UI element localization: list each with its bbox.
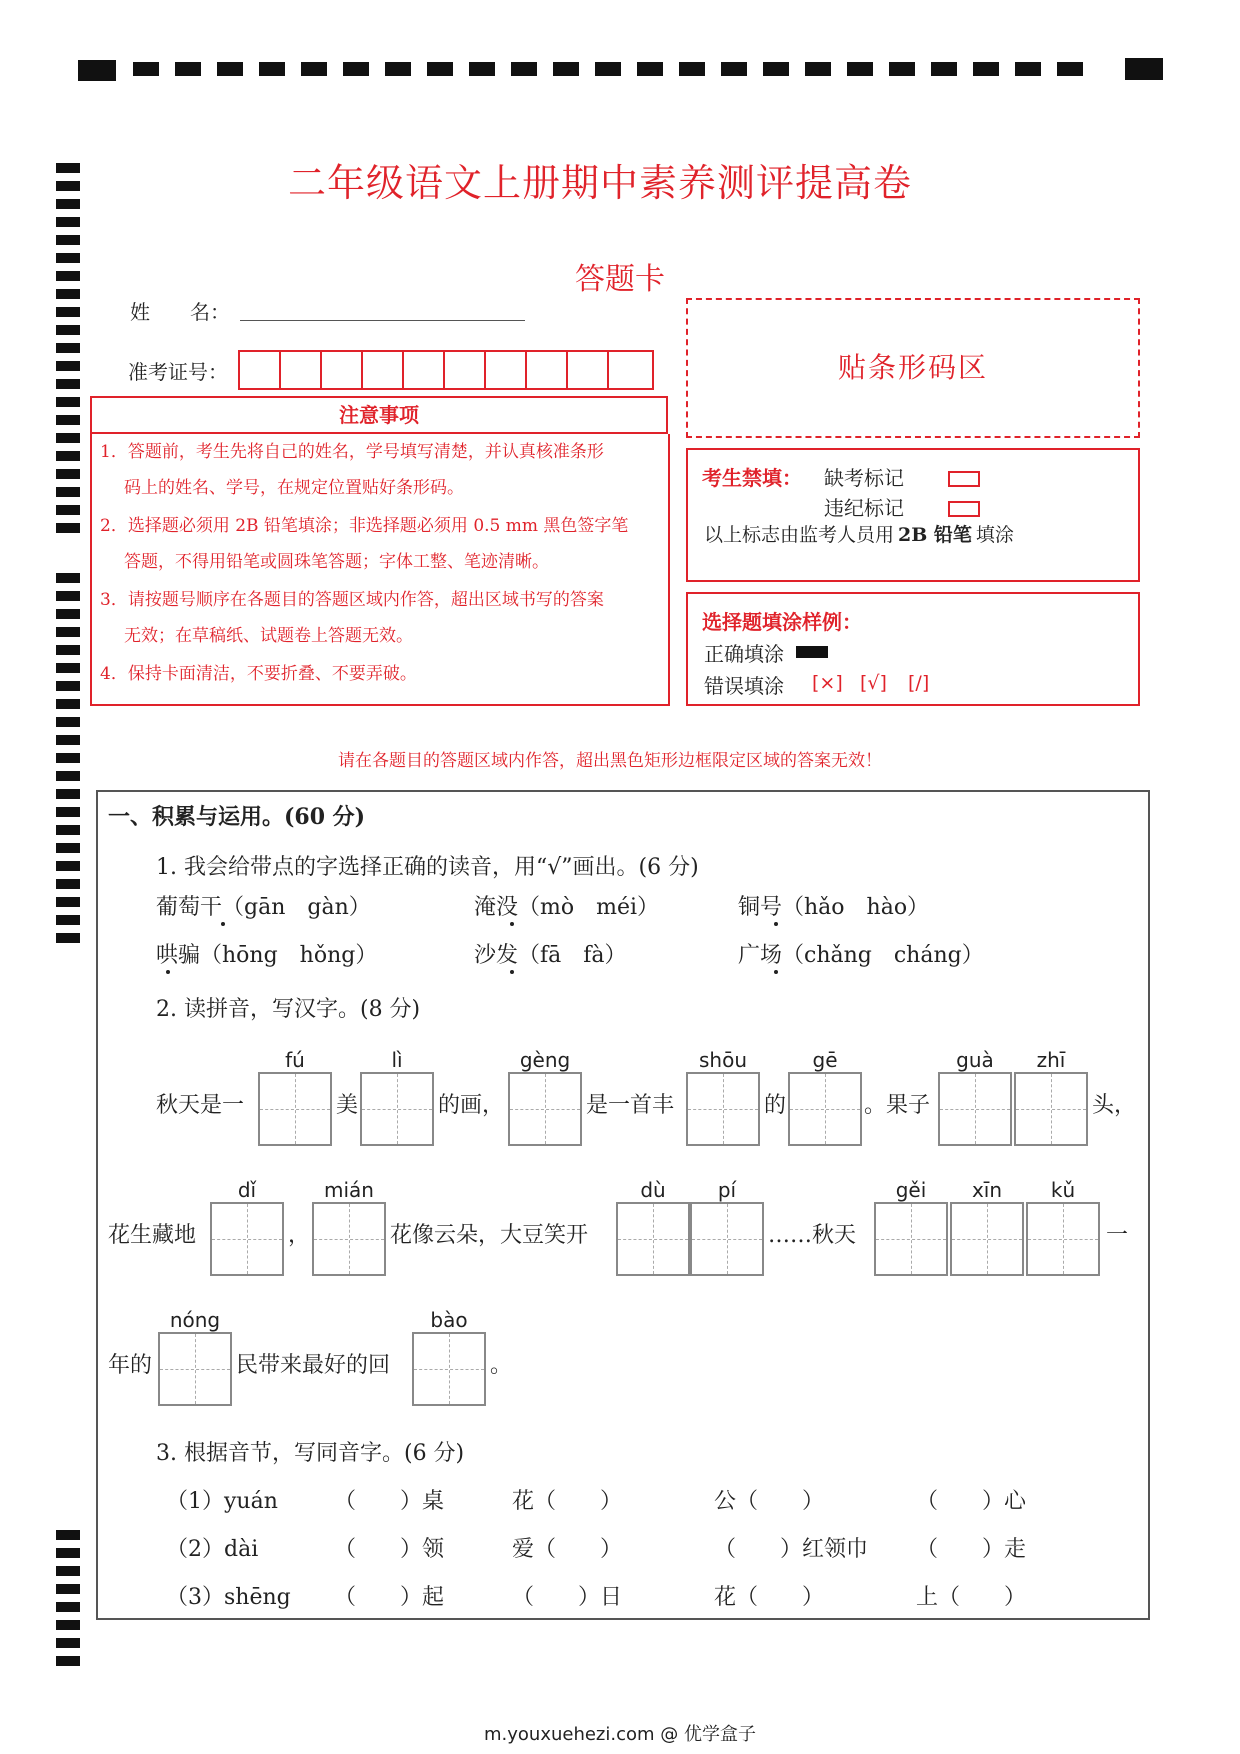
name-input-line[interactable] bbox=[240, 320, 525, 321]
q2-prompt: 2. 读拼音，写汉字。(8 分) bbox=[156, 997, 421, 1022]
pinyin-label: pí bbox=[717, 1178, 737, 1202]
emphasis-dot bbox=[774, 922, 778, 926]
wrong-fill-check: [√] bbox=[860, 672, 887, 694]
wrong-fill-slash: [/] bbox=[908, 672, 930, 694]
fill-sample-title: 选择题填涂样例： bbox=[702, 610, 862, 634]
writing-box[interactable] bbox=[210, 1202, 284, 1276]
q2-text: 民带来最好的回 bbox=[236, 1353, 391, 1378]
q2-text: 。 bbox=[490, 1353, 513, 1378]
writing-box[interactable] bbox=[788, 1072, 862, 1146]
writing-box[interactable] bbox=[686, 1072, 760, 1146]
footer-watermark: m.youxuehezi.com @ 优学盒子 bbox=[483, 1724, 756, 1745]
id-cell[interactable] bbox=[404, 352, 445, 388]
notice-item: 答题，不得用铅笔或圆珠笔答题；字体工整、笔迹清晰。 bbox=[124, 552, 549, 572]
notice-item: 码上的姓名、学号，在规定位置贴好条形码。 bbox=[124, 478, 464, 498]
pinyin-label: gē bbox=[812, 1048, 838, 1072]
q2-text: 美 bbox=[336, 1093, 359, 1118]
writing-box[interactable] bbox=[950, 1202, 1024, 1276]
notice-item: 2．选择题必须用 2B 铅笔填涂；非选择题必须用 0.5 mm 黑色签字笔 bbox=[100, 516, 629, 536]
writing-box[interactable] bbox=[412, 1332, 486, 1406]
name-label: 姓 名： bbox=[130, 300, 230, 324]
q3-prompt: 3. 根据音节，写同音字。(6 分) bbox=[156, 1441, 465, 1466]
q2-text: ……秋天 bbox=[768, 1223, 857, 1248]
q2-text: 年的 bbox=[108, 1353, 153, 1378]
notice-box bbox=[90, 434, 670, 706]
writing-box[interactable] bbox=[312, 1202, 386, 1276]
q3-blank[interactable]: 爱（ ） bbox=[512, 1537, 623, 1562]
q3-blank[interactable]: （ ）走 bbox=[916, 1537, 1027, 1562]
correct-fill-label: 正确填涂 bbox=[704, 642, 784, 666]
q2-text: 花像云朵，大豆笑开 bbox=[390, 1223, 589, 1248]
notice-item: 4．保持卡面清洁，不要折叠、不要弄破。 bbox=[100, 664, 417, 684]
proctor-note: 以上标志由监考人员用 2B 铅笔 填涂 bbox=[704, 524, 1014, 546]
q3-blank[interactable]: 花（ ） bbox=[714, 1585, 825, 1610]
id-cell[interactable] bbox=[568, 352, 609, 388]
id-cell[interactable] bbox=[322, 352, 363, 388]
id-number-boxes[interactable] bbox=[238, 350, 654, 390]
emphasis-dot bbox=[510, 922, 514, 926]
notice-title: 注意事项 bbox=[339, 403, 419, 427]
q2-text: 的 bbox=[764, 1093, 787, 1118]
q3-blank[interactable]: （ ）起 bbox=[334, 1585, 445, 1610]
violation-mark-box[interactable] bbox=[948, 498, 980, 517]
writing-box[interactable] bbox=[938, 1072, 1012, 1146]
pinyin-label: mián bbox=[324, 1178, 374, 1202]
id-label: 准考证号： bbox=[128, 360, 228, 384]
q3-blank[interactable]: 上（ ） bbox=[916, 1585, 1027, 1610]
writing-box[interactable] bbox=[690, 1202, 764, 1276]
notice-item: 无效；在草稿纸、试题卷上答题无效。 bbox=[124, 626, 413, 646]
correct-fill-sample bbox=[796, 646, 828, 658]
pinyin-label: shōu bbox=[698, 1048, 747, 1072]
notice-item: 1．答题前，考生先将自己的姓名，学号填写清楚，并认真核准条形 bbox=[100, 442, 604, 462]
id-cell[interactable] bbox=[445, 352, 486, 388]
q1-item[interactable]: 哄骗（hōng hǒng） bbox=[156, 943, 378, 968]
q1-item[interactable]: 淹没（mò méi） bbox=[474, 895, 660, 920]
q2-text: 头， bbox=[1092, 1093, 1137, 1118]
writing-box[interactable] bbox=[258, 1072, 332, 1146]
barcode-area-label: 贴条形码区 bbox=[837, 351, 988, 384]
id-cell[interactable] bbox=[363, 352, 404, 388]
id-cell[interactable] bbox=[281, 352, 322, 388]
pinyin-label: gěi bbox=[895, 1178, 927, 1202]
q3-blank[interactable]: （ ）桌 bbox=[334, 1489, 445, 1514]
q2-text: 花生藏地 bbox=[108, 1223, 197, 1248]
id-cell[interactable] bbox=[527, 352, 568, 388]
q2-text: 。果子 bbox=[864, 1093, 931, 1118]
id-cell[interactable] bbox=[609, 352, 648, 388]
q1-item[interactable]: 葡萄干（gān gàn） bbox=[156, 895, 371, 920]
q3-syllable: （3）shēng bbox=[166, 1585, 291, 1610]
wrong-fill-label: 错误填涂 bbox=[704, 674, 784, 698]
emphasis-dot bbox=[510, 970, 514, 974]
pinyin-label: kǔ bbox=[1050, 1178, 1076, 1202]
answer-area bbox=[96, 790, 1150, 1620]
q2-text: 一 bbox=[1106, 1223, 1129, 1248]
pinyin-label: zhī bbox=[1036, 1048, 1066, 1072]
q3-blank[interactable]: （ ）红领巾 bbox=[714, 1537, 869, 1562]
writing-box[interactable] bbox=[616, 1202, 690, 1276]
pinyin-label: lì bbox=[391, 1048, 403, 1072]
writing-box[interactable] bbox=[1026, 1202, 1100, 1276]
q2-text: 的画， bbox=[438, 1093, 505, 1118]
q3-syllable: （2）dài bbox=[166, 1537, 259, 1562]
id-cell[interactable] bbox=[240, 352, 281, 388]
notice-title-box bbox=[90, 396, 668, 434]
pinyin-label: fú bbox=[285, 1048, 305, 1072]
writing-box[interactable] bbox=[508, 1072, 582, 1146]
q3-syllable: （1）yuán bbox=[166, 1489, 278, 1514]
pinyin-label: guà bbox=[956, 1048, 994, 1072]
q1-prompt: 1. 我会给带点的字选择正确的读音，用“√”画出。(6 分) bbox=[156, 855, 699, 880]
notice-item: 3．请按题号顺序在各题目的答题区域内作答，超出区域书写的答案 bbox=[100, 590, 604, 610]
pinyin-label: nóng bbox=[169, 1308, 221, 1332]
q2-text: ， bbox=[288, 1223, 311, 1248]
emphasis-dot bbox=[221, 922, 225, 926]
answer-card-subtitle: 答题卡 bbox=[575, 262, 665, 297]
q1-item[interactable]: 广场（chǎng cháng） bbox=[738, 943, 984, 968]
barcode-area bbox=[686, 298, 1140, 438]
q3-blank[interactable]: 公（ ） bbox=[714, 1489, 825, 1514]
emphasis-dot bbox=[774, 970, 778, 974]
writing-box[interactable] bbox=[158, 1332, 232, 1406]
violation-mark-label: 违纪标记 bbox=[824, 496, 904, 520]
pinyin-label: dù bbox=[640, 1178, 666, 1202]
q1-item[interactable]: 铜号（hǎo hào） bbox=[738, 895, 930, 920]
q2-text: 是一首丰 bbox=[586, 1093, 675, 1118]
absent-mark-label: 缺考标记 bbox=[824, 466, 904, 490]
writing-box[interactable] bbox=[360, 1072, 434, 1146]
absent-mark-box[interactable] bbox=[948, 468, 980, 487]
pinyin-label: dǐ bbox=[237, 1178, 257, 1202]
pinyin-label: gèng bbox=[519, 1048, 571, 1072]
fill-sample-box bbox=[686, 592, 1140, 706]
q3-blank[interactable]: （ ）日 bbox=[512, 1585, 623, 1610]
answer-area-warning: 请在各题目的答题区域内作答，超出黑色矩形边框限定区域的答案无效！ bbox=[338, 751, 882, 771]
id-cell[interactable] bbox=[486, 352, 527, 388]
q1-item[interactable]: 沙发（fā fà） bbox=[474, 943, 627, 968]
pinyin-label: bào bbox=[430, 1308, 468, 1332]
proctor-box bbox=[686, 448, 1140, 582]
q3-blank[interactable]: （ ）心 bbox=[916, 1489, 1027, 1514]
writing-box[interactable] bbox=[874, 1202, 948, 1276]
proctor-label: 考生禁填： bbox=[702, 466, 802, 490]
writing-box[interactable] bbox=[1014, 1072, 1088, 1146]
q2-text: 秋天是一 bbox=[156, 1093, 245, 1118]
q3-blank[interactable]: （ ）领 bbox=[334, 1537, 445, 1562]
emphasis-dot bbox=[166, 970, 170, 974]
pinyin-label: xīn bbox=[971, 1178, 1003, 1202]
wrong-fill-x: [×] bbox=[812, 672, 843, 694]
q3-blank[interactable]: 花（ ） bbox=[512, 1489, 623, 1514]
section-title: 一、积累与运用。(60 分) bbox=[108, 804, 366, 830]
page-title: 二年级语文上册期中素养测评提高卷 bbox=[287, 161, 912, 205]
